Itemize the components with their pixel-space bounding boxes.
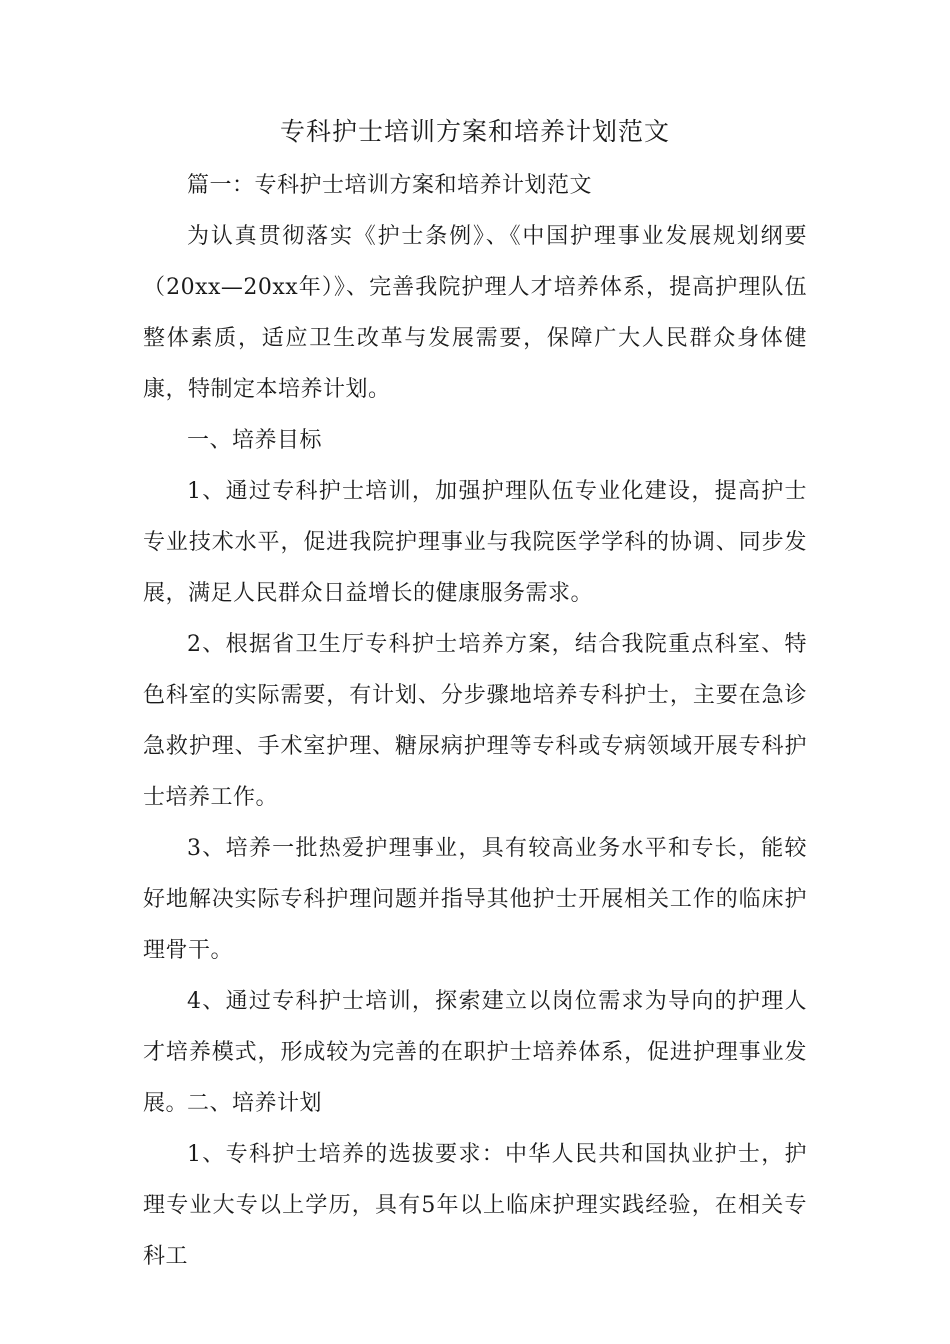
document-title: 专科护士培训方案和培养计划范文 bbox=[279, 117, 670, 146]
document-subtitle: 篇一：专科护士培训方案和培养计划范文 bbox=[187, 173, 593, 198]
section-heading-plan: 二、培养计划 bbox=[187, 1091, 323, 1116]
intro-paragraph: 为认真贯彻落实《护士条例》、《中国护理事业发展规划纲要（20xx—20xx年）》、完善我院护理人才培养体系，提高护理队伍整体素质，适应卫生改革与发展需要，保障广大人民群众身体健康，特制定本培养计划。 bbox=[143, 224, 807, 402]
plan-item-1: 1、专科护士培养的选拔要求：中华人民共和国执业护士，护理专业大专以上学历，具有5年以上临床护理实践经验，在相关专科工 bbox=[143, 1142, 807, 1269]
goal-item-4: 4、通过专科护士培训，探索建立以岗位需求为导向的护理人才培养模式，形成较为完善的在职护士培养体系，促进护理事业发展。 bbox=[143, 989, 807, 1116]
goal-item-3: 3、培养一批热爱护理事业，具有较高业务水平和专长，能较好地解决实际专科护理问题并指导其他护士开展相关工作的临床护理骨干。 bbox=[143, 836, 807, 963]
goal-item-2: 2、根据省卫生厅专科护士培养方案，结合我院重点科室、特色科室的实际需要，有计划、分步骤地培养专科护士，主要在急诊急救护理、手术室护理、糖尿病护理等专科或专病领域开展专科护士培养工作。 bbox=[143, 632, 807, 810]
section-heading-goals: 一、培养目标 bbox=[187, 428, 323, 453]
goal-item-1: 1、通过专科护士培训，加强护理队伍专业化建设，提高护士专业技术水平，促进我院护理事业与我院医学学科的协调、同步发展，满足人民群众日益增长的健康服务需求。 bbox=[143, 479, 807, 606]
